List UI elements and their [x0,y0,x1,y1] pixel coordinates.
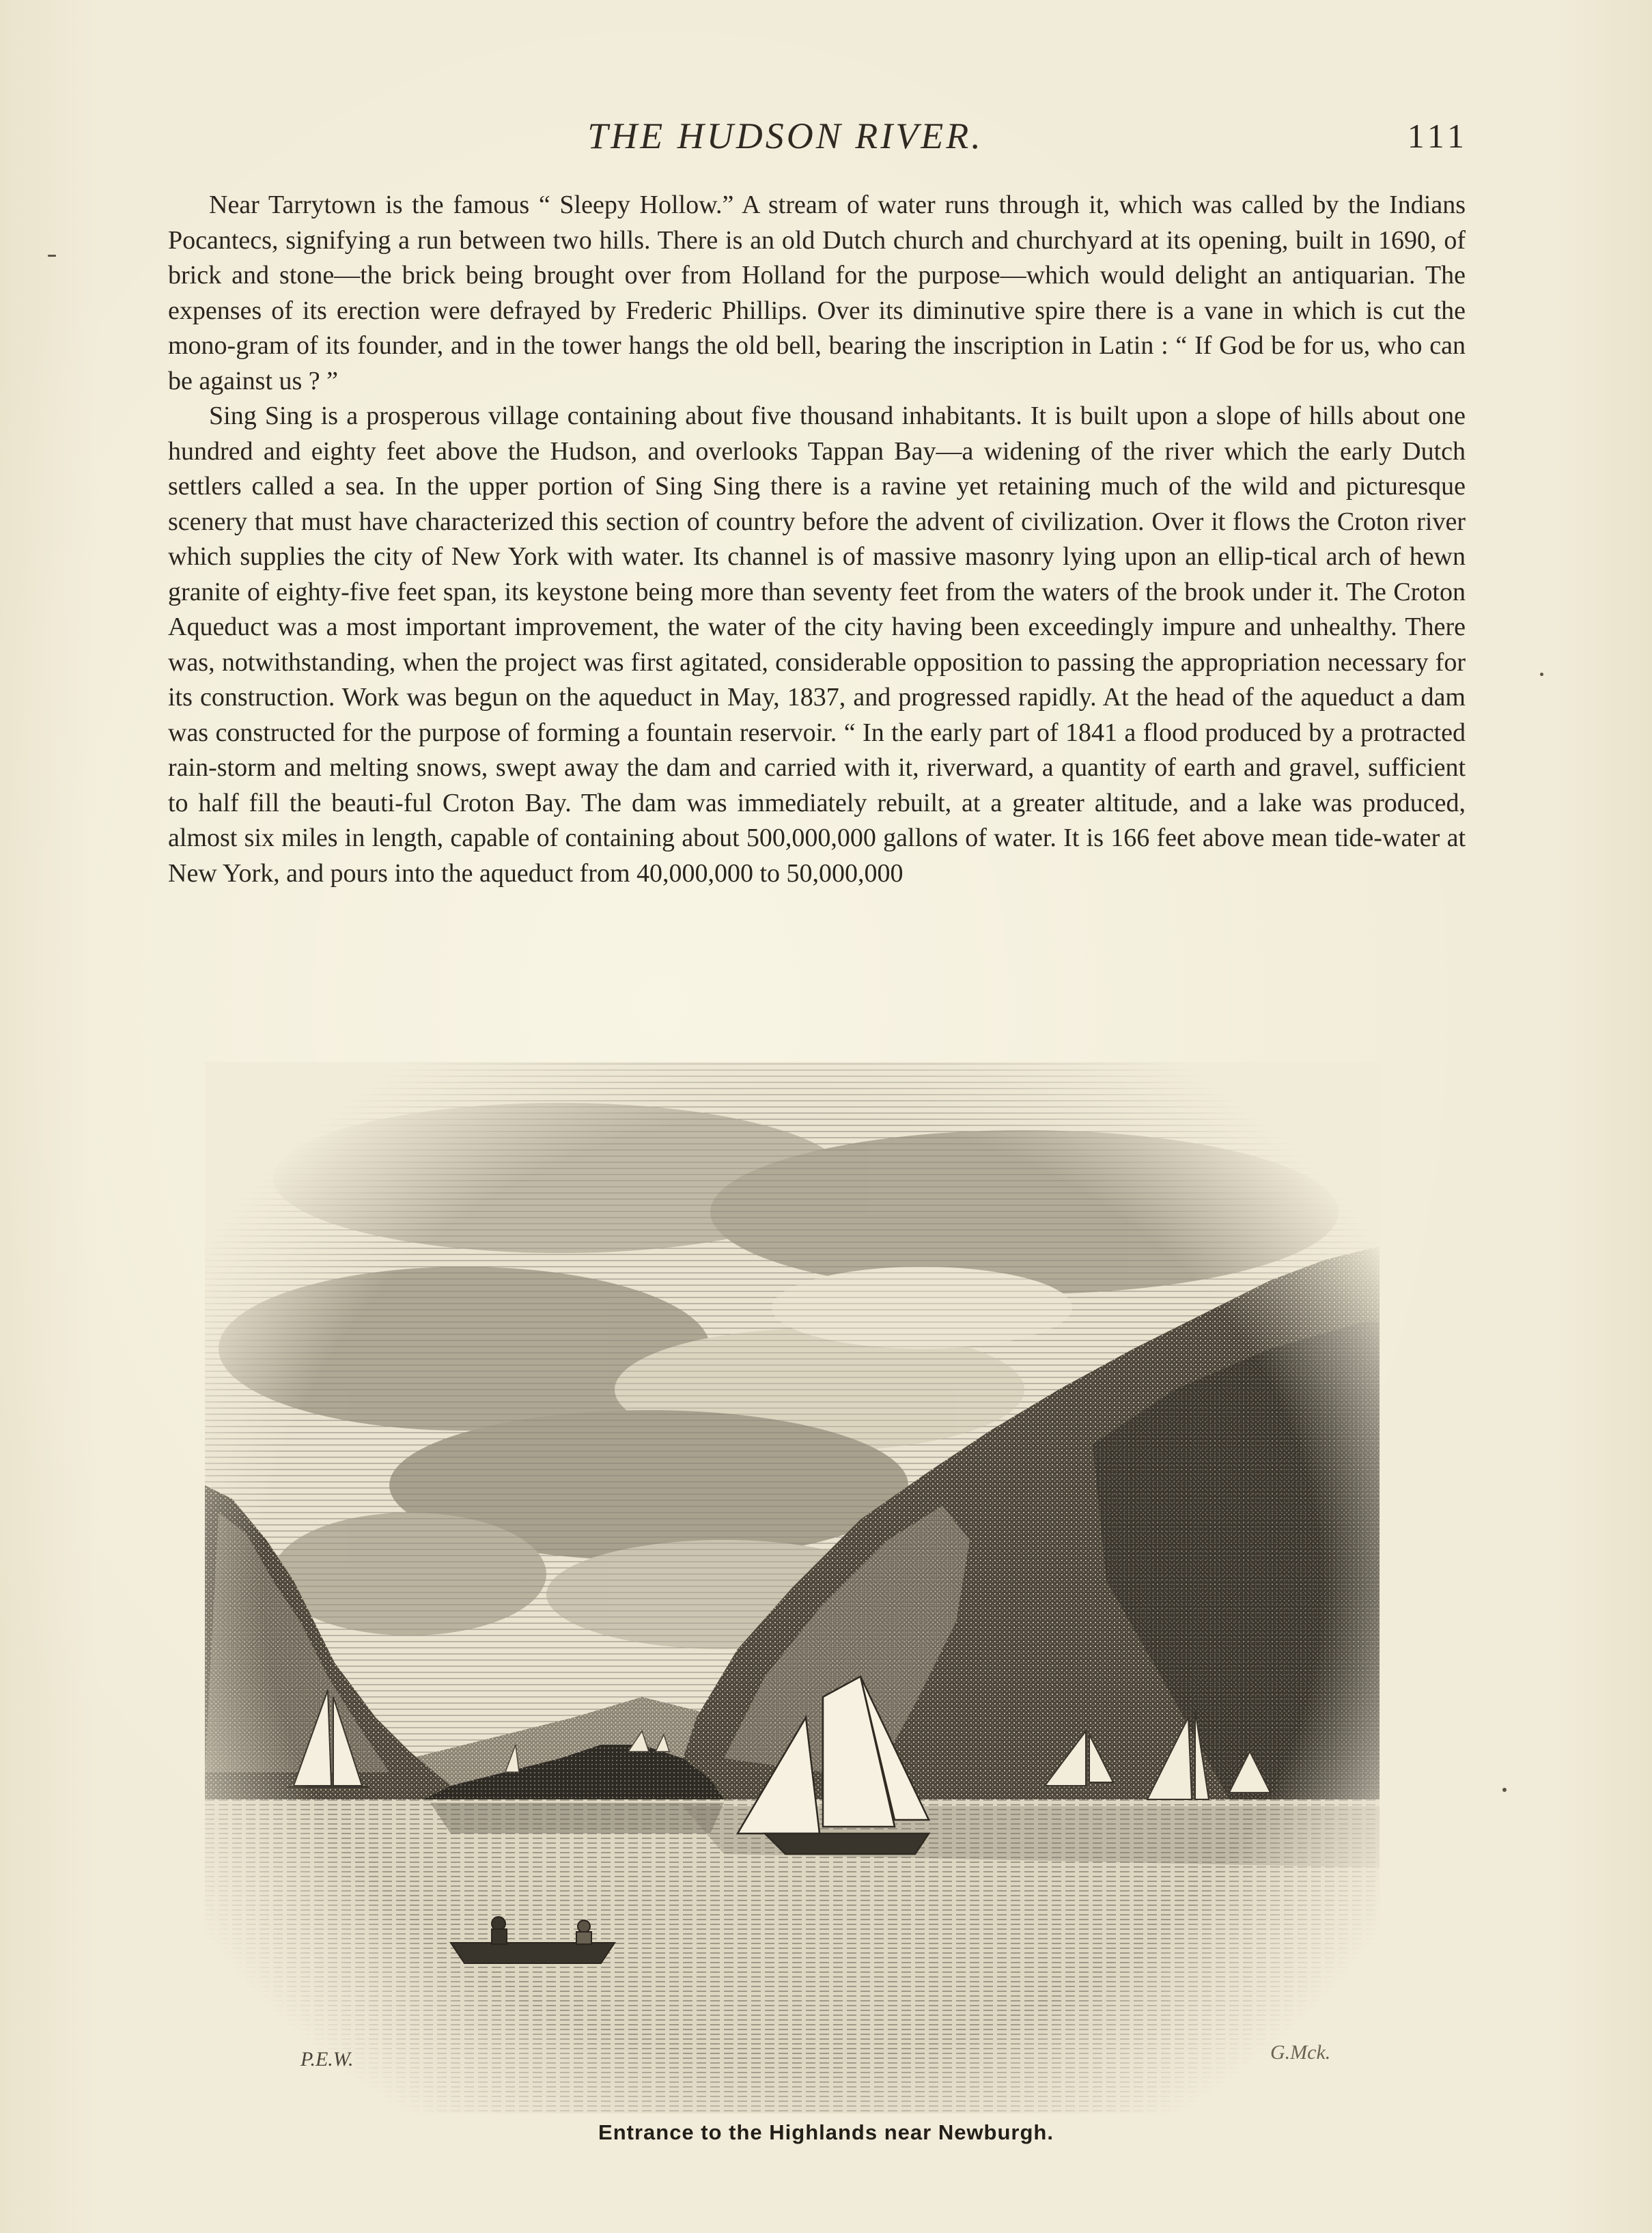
illustration-caption: Entrance to the Highlands near Newburgh. [598,2120,1054,2144]
running-title: THE HUDSON RIVER. [587,115,983,156]
engraver-signature-left: P.E.W. [300,2048,354,2070]
paragraph-sleepy-hollow: Near Tarrytown is the famous “ Sleepy Hollow.” A stream of water runs through it, which was called by the Indians Pocantecs, signifying a run between two hills. There is an old Dutch church and churchyard at its opening, built in 1690, of brick and stone—the brick being brought over from Holland for the purpose—which would delight an antiquarian. The expenses of its erection were defrayed by Frederic Phillips. Over its diminutive spire there is a vane in which is cut the mono-gram of its founder, and in the tower hangs the old bell, bearing the inscription in Latin : “ If God be for us, who can be against us ? ” [168,191,1466,395]
ink-speck [48,255,56,257]
paragraph-sing-sing: Sing Sing is a prosperous village containing about five thousand inhabitants. It is built upon a slope of hills about one hundred and eighty feet above the Hudson, and overlooks Tappan Bay—a widening of the river which the early Dutch settlers called a sea. In the upper portion of Sing Sing there is a ravine yet retaining much of the wild and picturesque scenery that must have characterized this section of country before the advent of civilization. Over it flows the Croton river which supplies the city of New York with water. Its channel is of massive masonry lying upon an ellip-tical arch of hewn granite of eighty-five feet span, its keystone being more than seventy feet from the waters of the brook under it. The Croton Aqueduct was a most important improvement, the water of the city having been exceedingly impure and unhealthy. There was, notwithstanding, when the project was first agitated, considerable opposition to passing the appropriation necessary for its construction. Work was begun on the aqueduct in May, 1837, and progressed rapidly. At the head of the aqueduct a dam was constructed for the purpose of forming a fountain reservoir. “ In the early part of 1841 a flood produced by a protracted rain-storm and melting snows, swept away the dam and carried with it, riverward, a quantity of earth and gravel, sufficient to half fill the beauti-ful Croton Bay. The dam was immediately rebuilt, at a greater altitude, and a lake was produced, almost six miles in length, capable of containing about 500,000,000 gallons of water. It is 166 feet above mean tide-water at New York, and pours into the aqueduct from 40,000,000 to 50,000,000 [168,402,1466,888]
running-head [171,115,1468,163]
engraving-image [205,1062,1380,2113]
engraver-signature-right: G.Mck. [1270,2041,1331,2064]
ink-speck [1502,1788,1507,1792]
ink-speck [1540,673,1543,676]
page-number: 111 [1407,117,1468,155]
engraving-illustration [205,1062,1380,2113]
body-text [168,188,1466,891]
